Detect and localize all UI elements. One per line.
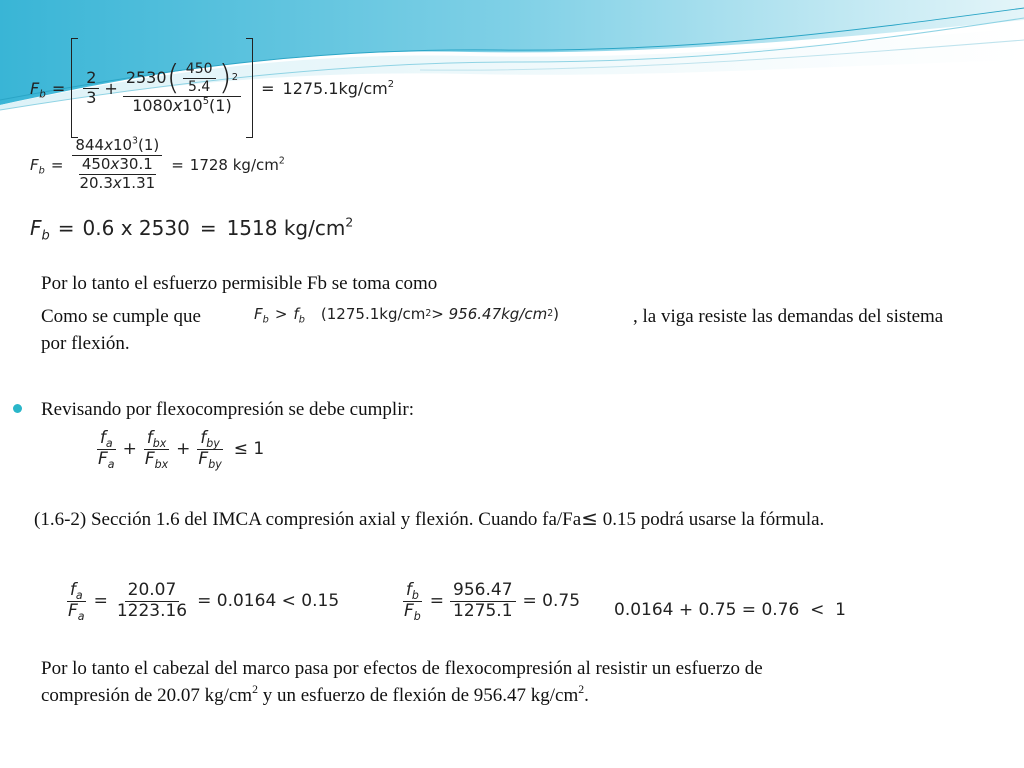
paragraph-fb-chosen: Por lo tanto el esfuerzo permisible Fb se toma como bbox=[41, 273, 438, 294]
paragraph-imca-section: (1.6-2) Sección 1.6 del IMCA compresión axial y flexión. Cuando fa/Fa≤ 0.15 podrá usarse la fórmula. bbox=[34, 506, 825, 530]
fb3-result: 1518 $kg/cm^2$ bbox=[226, 214, 354, 240]
fb-symbol: $F_b$ bbox=[30, 216, 50, 244]
check-sum: 0.0164 + 0.75 = 0.76 < 1 bbox=[614, 600, 846, 620]
equation-fb-2: $F_b$ = $\frac{844x10^3(1)}{\frac{450x30.1}{20.3x1.31}}$ = 1728 $kg/cm^2$ bbox=[30, 135, 285, 192]
paragraph-condition: Como se cumple que bbox=[41, 306, 201, 327]
left-bracket bbox=[71, 38, 78, 138]
paragraph-conclusion: Por lo tanto el cabezal del marco pasa por efectos de flexocompresión al resistir un esfuerzo de compresión de 20.07 $kg/cm^2$ y un esfuerzo de flexión de 956.47 $kg/cm^2$. bbox=[41, 658, 763, 706]
bullet-dot bbox=[13, 404, 22, 413]
fb2-result: 1728 $kg/cm^2$ bbox=[189, 155, 285, 174]
check-axial-ratio: $\frac{f_a}{F_a}$ = $\frac{20.07}{1223.16}$ = 0.0164 < 0.15 bbox=[68, 580, 340, 623]
interaction-formula: $\frac{f_a}{F_a}$ + $\frac{f_{bx}}{F_{bx}}$ + $\frac{f_{by}}{F_{by}}$ ≤ 1 bbox=[98, 428, 265, 471]
equation-fb-1: $F_b$ = $\frac{2}{3}$ + 2530 ( $\frac{450}{5.4}$ ) 2 $1080x10^5(1)$ = $1275.1kg/cm^2$ bbox=[30, 38, 394, 138]
paragraph-por-flexion: por flexión. bbox=[41, 333, 130, 354]
paragraph-condition-end: , la viga resiste las demandas del sistema bbox=[633, 306, 944, 327]
fb-symbol: $F_b$ bbox=[30, 78, 46, 101]
fb-symbol: $F_b$ bbox=[30, 155, 45, 177]
right-bracket bbox=[246, 38, 253, 138]
fraction-two-thirds: $\frac{2}{3}$ bbox=[83, 70, 99, 107]
fraction-main: 2530 ( $\frac{450}{5.4}$ ) 2 $1080x10^5(1)$ bbox=[123, 61, 241, 115]
fraction-fb2: $\frac{844x10^3(1)}{\frac{450x30.1}{20.3x1.31}}$ bbox=[72, 138, 162, 191]
bullet-flexocompresion: Revisando por flexocompresión se debe cumplir: bbox=[41, 399, 415, 420]
check-bending-ratio: $\frac{f_b}{F_b}$ = $\frac{956.47}{1275.1}$ = 0.75 bbox=[404, 580, 581, 623]
inline-condition: $F_b$ > $f_b$ ( 1275.1kg/cm 2 > 956.47kg/cm 2 ) bbox=[254, 305, 560, 326]
equation-fb-3: $F_b$ = 0.6 x 2530 = 1518 $kg/cm^2$ bbox=[30, 214, 354, 244]
fb1-result: $1275.1kg/cm^2$ bbox=[282, 78, 395, 98]
